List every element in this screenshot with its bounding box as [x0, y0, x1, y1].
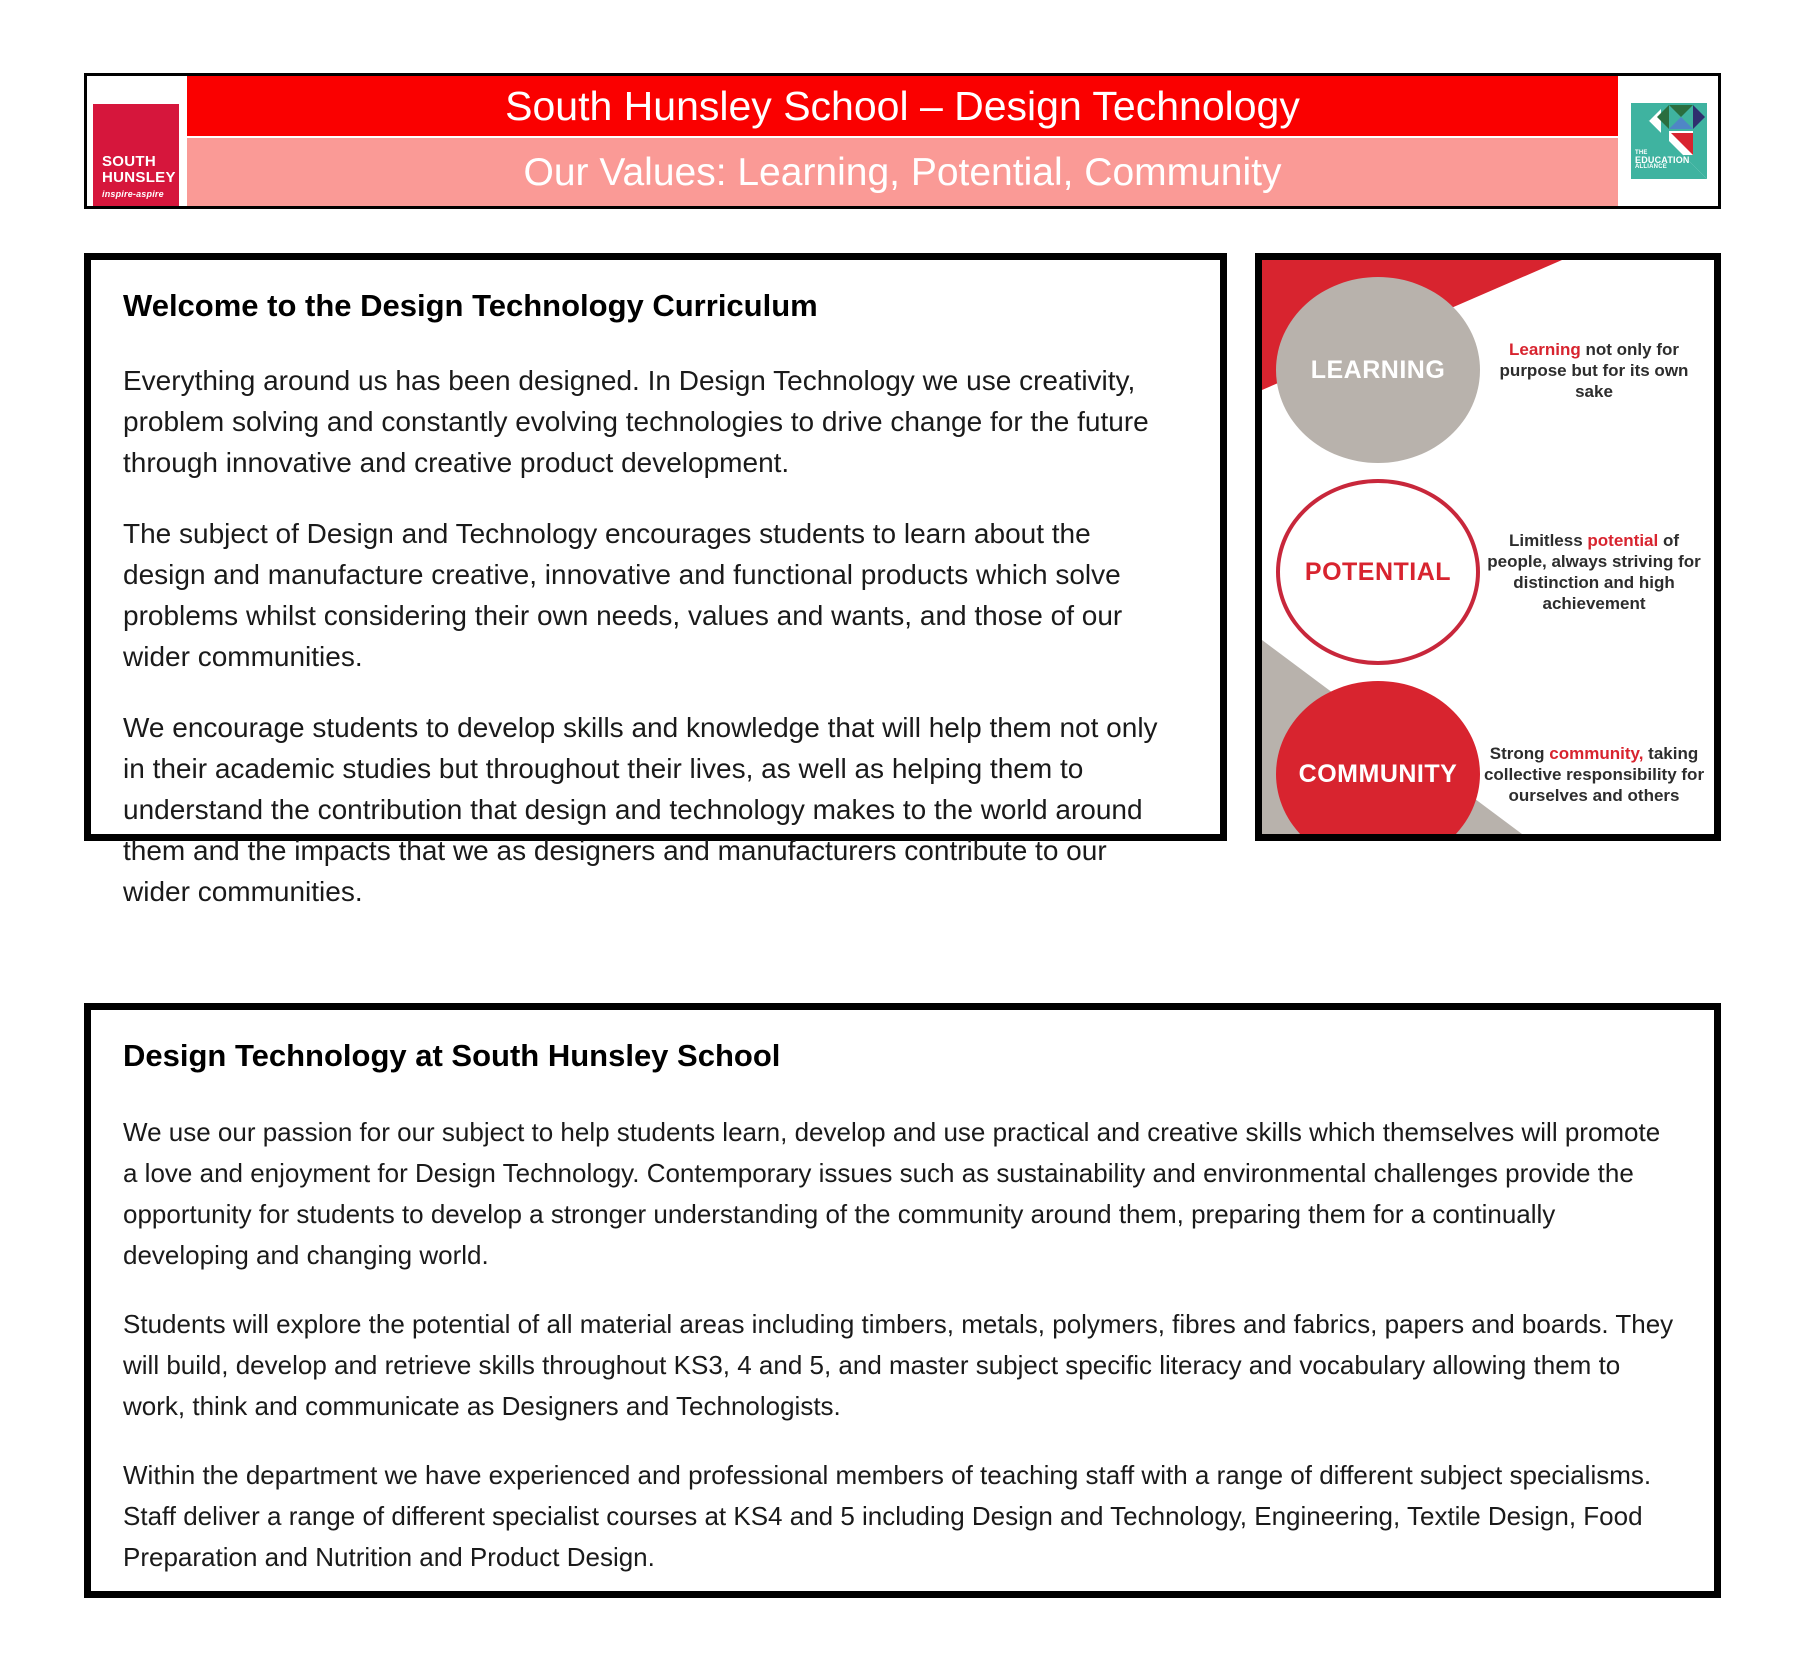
value-text-community: taking collective responsibility for ourselves and others [1483, 743, 1705, 805]
welcome-paragraph-1: Everything around us has been designed. In Design Technology we use creativity, problem solving and constantly evolving technologies to drive change for the future through innovative and creative product development. [123, 364, 1149, 478]
page-title: South Hunsley School – Design Technology [505, 82, 1300, 129]
values-graphic [1262, 260, 1714, 834]
value-label-potential: POTENTIAL [1304, 557, 1452, 586]
value-circle-potential [1276, 479, 1480, 665]
value-circle-community [1276, 681, 1480, 841]
welcome-panel-heading: Welcome to the Design Technology Curriculum [123, 288, 818, 323]
value-label-community: COMMUNITY [1298, 759, 1458, 788]
value-row-community [1262, 674, 1714, 841]
value-accent-community: community, [1549, 743, 1644, 763]
about-paragraph-3: Within the department we have experienced and professional members of teaching staff with a range of different subject specialisms. Staff deliver a range of different specialist courses at KS4 and 5 including Design and Technology, Engineering, Textile Design, Food Preparation and Nutrition and Product Design. [123, 1459, 1652, 1572]
trust-logo-text [1635, 150, 1690, 171]
value-row-learning [1262, 270, 1714, 470]
value-accent-potential: potential [1587, 531, 1659, 550]
education-alliance-logo [1631, 103, 1707, 179]
page-subtitle: Our Values: Learning, Potential, Community [523, 150, 1282, 194]
about-panel [84, 1003, 1721, 1598]
about-panel-heading: Design Technology at South Hunsley School [123, 1038, 781, 1073]
about-paragraph-2: Students will explore the potential of all material areas including timbers, metals, polymers, fibres and fabrics, papers and boards. They will build, develop and retrieve skills throughout KS3, 4 and 5, and master subject specific literacy and vocabulary allowing them to work, think and communicate as Designers and Technologists. [123, 1308, 1674, 1421]
value-accent-learning: Learning [1508, 339, 1581, 359]
school-logo-line-1: SOUTH [102, 153, 156, 170]
trust-logo-line-1: THE [1635, 150, 1648, 156]
value-lead-potential: Limitless [1508, 531, 1583, 550]
header-subtitle-band [187, 138, 1618, 206]
value-text-potential: of people, always striving for distinction and high achievement [1487, 531, 1701, 613]
trust-logo-line-2: EDUCATION [1635, 155, 1690, 165]
school-logo-cell [87, 76, 187, 206]
value-label-learning: LEARNING [1310, 355, 1446, 384]
value-description-potential [1480, 530, 1714, 614]
about-paragraph-1: We use our passion for our subject to help students learn, develop and use practical and creative skills which themselves will promote a love and enjoyment for Design Technology. Contemporary issues such as sustainability and environmental challenges provide the opportunity for students to develop a stronger understanding of the community around them, preparing them for a continually developing and changing world. [123, 1116, 1661, 1270]
value-description-learning [1480, 339, 1714, 402]
value-lead-community: Strong [1489, 743, 1545, 763]
page-header-banner [84, 73, 1721, 209]
trust-logo-cell [1618, 76, 1718, 206]
header-title-bands [187, 76, 1618, 206]
value-row-potential [1262, 472, 1714, 672]
welcome-paragraph-3: We encourage students to develop skills and knowledge that will help them not only in their academic studies but throughout their lives, as well as helping them to understand the contribution that design and technology makes to the world around them and the impacts that we as designers and manufacturers contribute to our wider communities. [123, 711, 1158, 907]
value-text-learning: not only for purpose but for its own sake [1499, 339, 1689, 401]
values-panel [1255, 253, 1721, 841]
south-hunsley-logo [93, 104, 179, 206]
value-description-community [1480, 743, 1714, 806]
trust-logo-line-3: ALLIANCE [1635, 164, 1667, 170]
header-title-band [187, 76, 1618, 138]
welcome-paragraph-2: The subject of Design and Technology encourages students to learn about the design and manufacture creative, innovative and functional products which solve problems whilst considering their own needs, values and wants, and those of our wider communities. [123, 517, 1123, 672]
school-logo-line-2: HUNSLEY [102, 169, 176, 186]
school-logo-tagline: inspire-aspire [102, 189, 164, 199]
welcome-panel [84, 253, 1227, 907]
value-circle-learning [1276, 277, 1480, 463]
